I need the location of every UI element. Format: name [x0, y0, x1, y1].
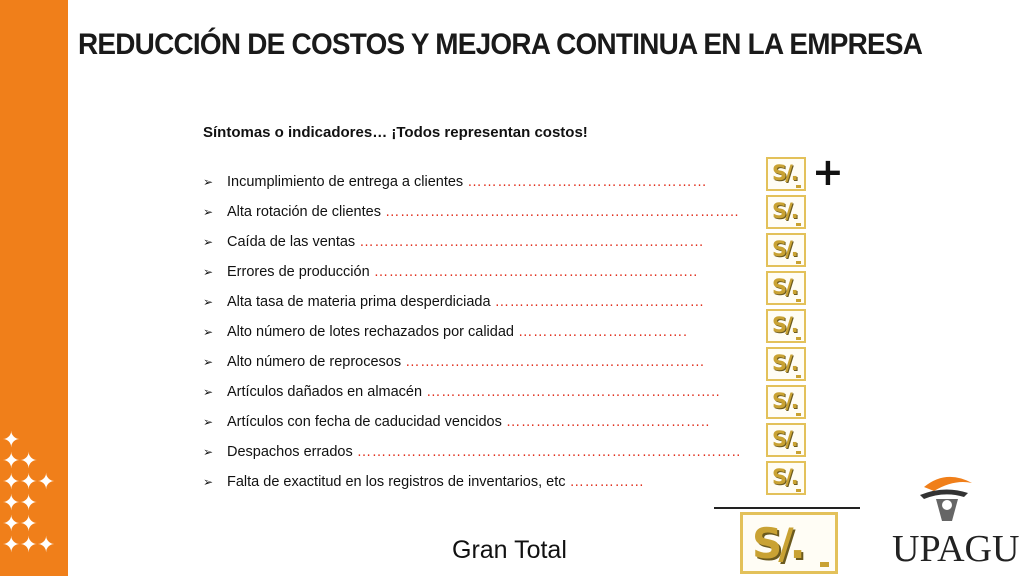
- list-item: ➢ Alta rotación de clientes ……………………………………………………………..: [203, 204, 740, 220]
- arrow-bullet-icon: ➢: [203, 475, 214, 489]
- soles-coin-icon: S/.: [766, 461, 806, 495]
- arrow-bullet-icon: ➢: [203, 385, 214, 399]
- soles-coin-icon: S/.: [766, 233, 806, 267]
- list-item: ➢ Caída de las ventas ……………………………………………………………: [203, 234, 705, 250]
- gran-total-label: Gran Total: [452, 536, 567, 564]
- list-item: ➢ Incumplimiento de entrega a clientes …………………………………………: [203, 174, 708, 190]
- upagu-logo-icon: [914, 465, 978, 527]
- arrow-bullet-icon: ➢: [203, 415, 214, 429]
- soles-coin-icon: S/.: [766, 309, 806, 343]
- arrow-bullet-icon: ➢: [203, 205, 214, 219]
- soles-coin-icon: S/.: [766, 157, 806, 191]
- sum-line: [714, 507, 860, 509]
- list-item: ➢ Alta tasa de materia prima desperdiciada ……………………………………: [203, 294, 705, 310]
- soles-coin-icon: S/.: [766, 385, 806, 419]
- soles-coin-icon: S/.: [766, 271, 806, 305]
- soles-coin-icon: S/.: [766, 347, 806, 381]
- logo-text: UPAGU: [892, 528, 1020, 570]
- indicator-list: [203, 172, 741, 502]
- arrow-bullet-icon: ➢: [203, 175, 214, 189]
- list-item: ➢ Errores de producción ………………………………………………………..: [203, 264, 698, 280]
- list-item: ➢ Artículos dañados en almacén …………………………………………………..: [203, 384, 721, 400]
- arrow-bullet-icon: ➢: [203, 265, 214, 279]
- arrow-bullet-icon: ➢: [203, 355, 214, 369]
- total-coin-icon: S/.: [740, 512, 838, 574]
- list-item: ➢ Artículos con fecha de caducidad vencidos …………………………………..: [203, 414, 710, 430]
- slide-subtitle: Síntomas o indicadores… ¡Todos representan costos!: [203, 124, 588, 141]
- arrow-bullet-icon: ➢: [203, 235, 214, 249]
- list-item: ➢ Falta de exactitud en los registros de inventarios, etc ……………: [203, 474, 645, 490]
- soles-coin-icon: S/.: [766, 423, 806, 457]
- upagu-logo: [892, 465, 1020, 570]
- list-item: ➢ Despachos errados …………………………………………………………………..: [203, 444, 741, 460]
- list-item: ➢ Alto número de reprocesos ……………………………………………………: [203, 354, 706, 370]
- arrow-bullet-icon: ➢: [203, 295, 214, 309]
- arrow-bullet-icon: ➢: [203, 325, 214, 339]
- slide-title: REDUCCIÓN DE COSTOS Y MEJORA CONTINUA EN LA EMPRESA: [78, 28, 923, 61]
- plus-sign: +: [812, 150, 844, 194]
- sparkle-icon: ✦ ✦✦ ✦✦✦ ✦✦ ✦✦ ✦✦✦: [2, 428, 55, 558]
- list-item: ➢ Alto número de lotes rechazados por calidad …………………………….: [203, 324, 688, 340]
- arrow-bullet-icon: ➢: [203, 445, 214, 459]
- soles-coin-icon: S/.: [766, 195, 806, 229]
